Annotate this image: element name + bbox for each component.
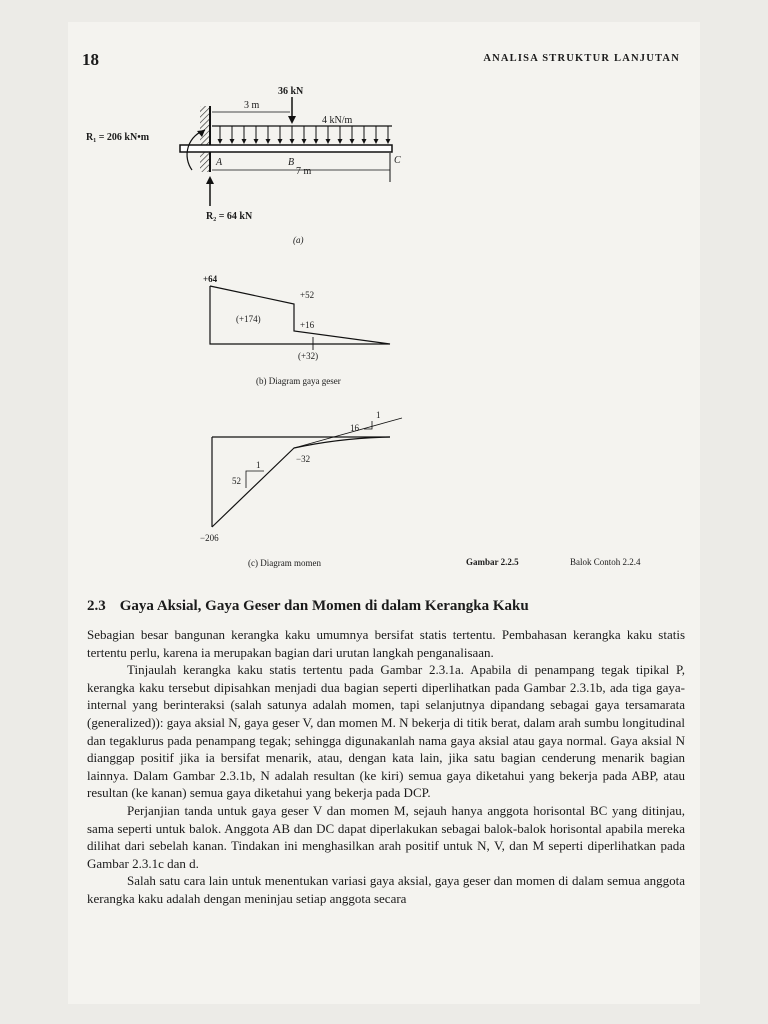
shear-area174: (+174)	[236, 314, 261, 324]
moment-diagram	[200, 410, 402, 568]
fixed-wall-hatch	[200, 106, 210, 172]
udl-arrowhead	[374, 139, 379, 144]
udl-arrowhead	[326, 139, 331, 144]
shear-v52: +52	[300, 290, 315, 300]
point-a-label: A	[216, 157, 223, 168]
point-c-label: C	[394, 155, 401, 166]
udl-arrowhead	[290, 139, 295, 144]
moment-slope16: 16	[350, 423, 359, 433]
udl-arrows	[218, 126, 391, 144]
section-title: Gaya Aksial, Gaya Geser dan Momen di dalam Kerangka Kaku	[119, 598, 529, 614]
udl-arrowhead	[278, 139, 283, 144]
running-title: ANALISA STRUKTUR LANJUTAN	[483, 53, 680, 64]
moment-m206: −206	[200, 533, 219, 543]
udl-arrowhead	[350, 139, 355, 144]
moment-one-mid: 1	[256, 460, 261, 470]
udl-arrowhead	[266, 139, 271, 144]
point-load-arrowhead	[288, 116, 296, 124]
beam-diagram	[86, 86, 401, 245]
paragraph-3: Perjanjian tanda untuk gaya geser V dan momen M, sejauh hanya anggota horisontal BC yang ditinjau, sama seperti untuk balok. Anggota AB dan DC dapat diperlakukan sebagai balok-balok horisontal apabila mereka dilihat dari sebelah kanan. Tindakan ini menghasilkan arah positif untuk N, V, dan M seperti diperlihatkan pada Gambar 2.3.1c dan d.	[87, 802, 685, 871]
udl-arrowhead	[362, 139, 367, 144]
paragraph-2: Tinjaulah kerangka kaku statis tertentu pada Gambar 2.3.1a. Apabila di penampang tegak tipikal P, kerangka kaku tersebut dipisahkan menjadi dua bagian seperti diperlihatkan pada Gambar 2.3.1b, ada tiga gaya-internal yang berinteraksi (salah satunya adalah momen, tapi selanjutnya dipandang sebagai gaya tersamarata (generalized)): gaya aksial N, gaya geser V, dan momen M. N bekerja di titik berat, dalam arah sumbu longitudinal dan tegaklurus pada penampang tegak; sehingga digunakanlah nama gaya aksial atau gaya normal. Gaya aksial N dianggap positif jika ia bersifat menarik, atau, dengan kata lain, jika satu bagian cenderung menarik bagian lainnya. Dalam Gambar 2.3.1b, N adalah resultan (ke kiri) semua gaya diketahui yang bekerja pada ABP, atau resultan (ke kanan) semua gaya diketahui yang bekerja pada DCP.	[87, 662, 685, 801]
paragraph-1: Sebagian besar bangunan kerangka kaku umumnya bersifat statis tertentu. Pembahasan kerangka kaku statis tertentu perlu, karena ia merupakan bagian dari urutan langkah penganalisaan.	[87, 627, 685, 660]
udl-arrowhead	[254, 139, 259, 144]
figure-label: Gambar 2.2.5	[466, 557, 519, 567]
moment-slope52: 52	[232, 476, 241, 486]
body-text	[87, 626, 685, 908]
caption-a: (a)	[293, 235, 304, 245]
udl-arrowhead	[338, 139, 343, 144]
paragraph-4: Salah satu cara lain untuk menentukan variasi gaya aksial, gaya geser dan momen di dalam semua anggota kerangka kaku adalah dengan meninjau setiap anggota secara	[87, 873, 685, 906]
shear-area32: (+32)	[298, 351, 319, 361]
tangent-top	[294, 418, 402, 448]
point-load-label: 36 kN	[278, 86, 304, 97]
shear-v64: +64	[203, 274, 218, 284]
udl-label: 4 kN/m	[322, 115, 353, 126]
udl-arrowhead	[386, 139, 391, 144]
udl-arrowhead	[218, 139, 223, 144]
beam	[180, 145, 392, 152]
dim-3m-label: 3 m	[244, 100, 260, 111]
dim-7m-label: 7 m	[296, 166, 312, 177]
reaction-r2-label: R₂ = 64 kN	[206, 211, 253, 222]
moment-one-top: 1	[376, 410, 381, 420]
section-heading	[87, 598, 687, 615]
caption-c: (c) Diagram momen	[248, 558, 321, 568]
caption-b: (b) Diagram gaya geser	[256, 376, 341, 386]
shear-v16: +16	[300, 320, 315, 330]
page-number: 18	[82, 50, 99, 69]
shear-diagram	[203, 274, 390, 386]
udl-arrowhead	[302, 139, 307, 144]
reaction-r2-arrowhead	[206, 176, 214, 184]
udl-arrowhead	[230, 139, 235, 144]
moment-m32: −32	[296, 454, 311, 464]
reaction-r1-label: R₁ = 206 kN•m	[86, 132, 150, 143]
section-number: 2.3	[87, 598, 106, 614]
udl-arrowhead	[314, 139, 319, 144]
figure-title: Balok Contoh 2.2.4	[570, 557, 641, 567]
udl-arrowhead	[242, 139, 247, 144]
point-b-label: B	[288, 157, 295, 168]
